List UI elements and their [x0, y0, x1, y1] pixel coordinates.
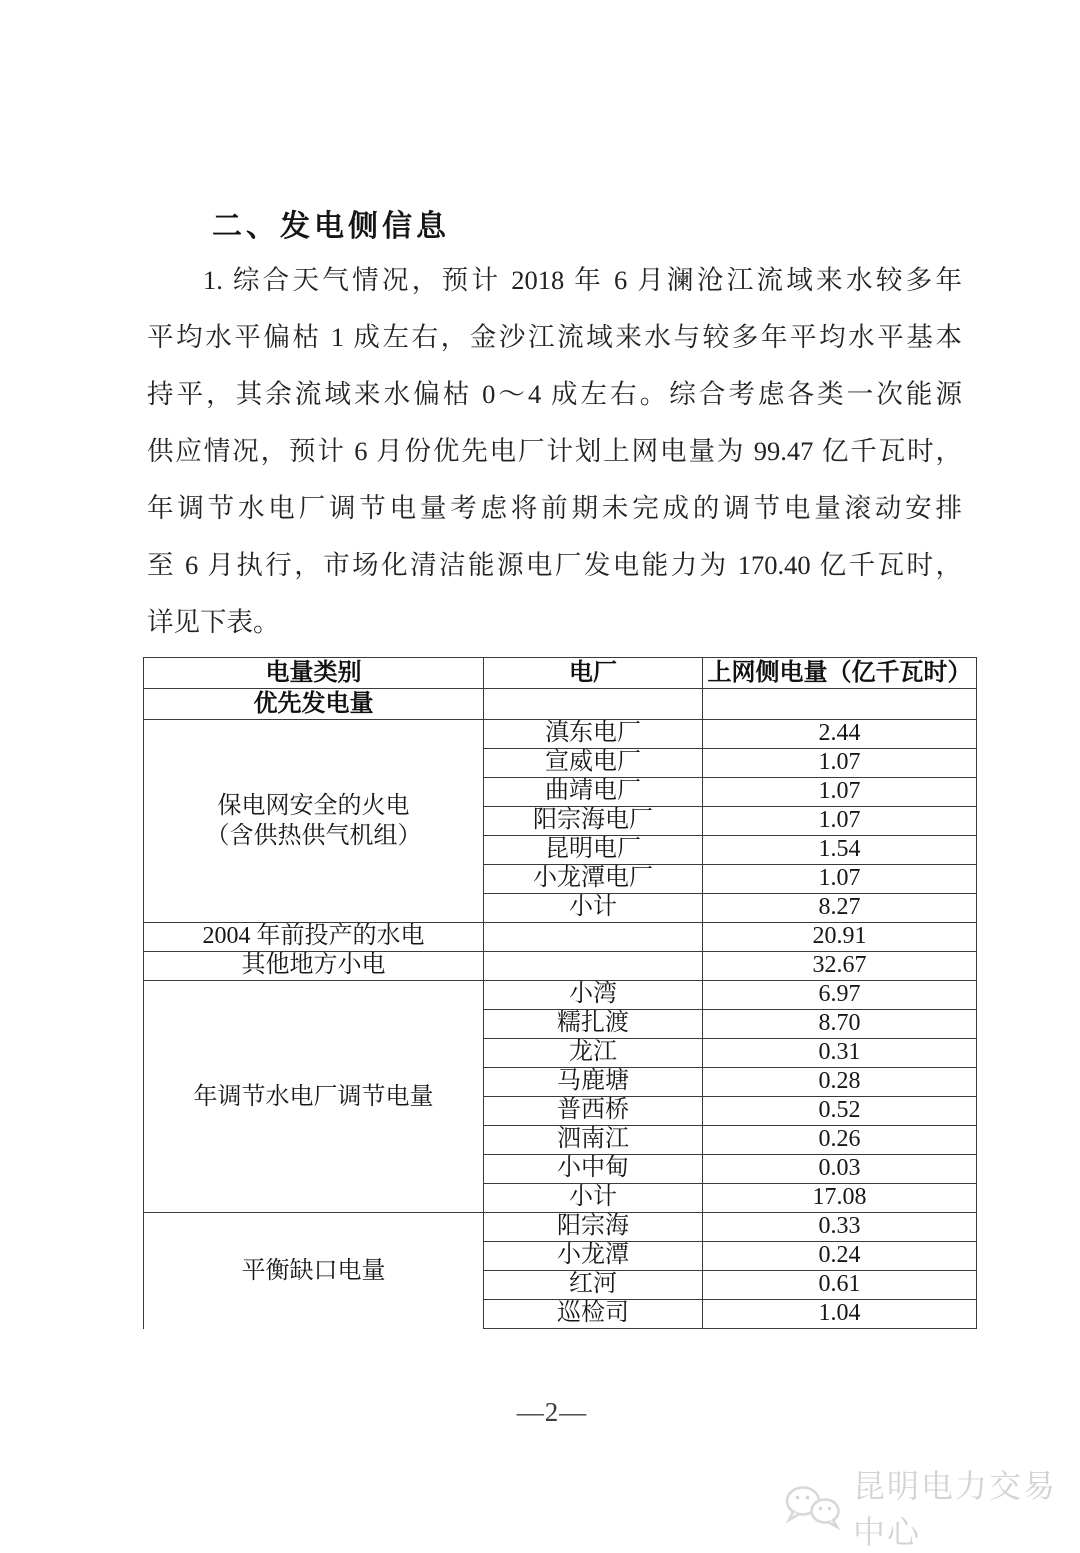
- category-cell-pre2004: 2004 年前投产的水电: [144, 923, 484, 952]
- paragraph-line: 年调节水电厂调节电量考虑将前期未完成的调节电量滚动安排: [147, 493, 962, 523]
- category-cell-annual-hydro: 年调节水电厂调节电量: [144, 981, 484, 1213]
- value-cell: 8.27: [703, 894, 977, 923]
- value-cell: 0.24: [703, 1242, 977, 1271]
- plant-cell: 小计: [484, 894, 703, 923]
- plant-cell: 曲靖电厂: [484, 778, 703, 807]
- value-cell: 0.31: [703, 1039, 977, 1068]
- value-cell: 0.03: [703, 1155, 977, 1184]
- priority-label-cell: 优先发电量: [144, 689, 484, 720]
- page-number: —2—: [516, 1397, 588, 1427]
- value-cell: 1.54: [703, 836, 977, 865]
- value-cell: 1.07: [703, 778, 977, 807]
- value-cell: 8.70: [703, 1010, 977, 1039]
- paragraph-line: 持平，其余流域来水偏枯 0～4 成左右。综合考虑各类一次能源: [147, 379, 962, 409]
- header-plant: 电厂: [484, 658, 703, 689]
- plant-cell: 滇东电厂: [484, 720, 703, 749]
- value-cell: 0.52: [703, 1097, 977, 1126]
- value-cell: 0.61: [703, 1271, 977, 1300]
- category-note: （含供热供气机组）: [205, 823, 422, 849]
- plant-cell: 小湾: [484, 981, 703, 1010]
- wechat-icon: [783, 1482, 845, 1532]
- value-cell: 1.07: [703, 807, 977, 836]
- header-category: 电量类别: [144, 658, 484, 689]
- header-value: 上网侧电量（亿千瓦时）: [703, 658, 977, 689]
- plant-cell: 阳宗海: [484, 1213, 703, 1242]
- plant-cell: 红河: [484, 1271, 703, 1300]
- table-header-row: [144, 658, 977, 689]
- plant-cell: 糯扎渡: [484, 1010, 703, 1039]
- priority-row: [144, 689, 977, 720]
- paragraph-line: 供应情况，预计 6 月份优先电厂计划上网电量为 99.47 亿千瓦时，: [147, 436, 962, 466]
- plant-cell: 阳宗海电厂: [484, 807, 703, 836]
- section-heading: 二、发电侧信息: [212, 210, 450, 243]
- table-row: [144, 952, 977, 981]
- watermark: [783, 1461, 1080, 1553]
- table-row: [144, 720, 977, 749]
- paragraph-line: 1. 综合天气情况，预计 2018 年 6 月澜沧江流域来水较多年: [203, 265, 962, 295]
- value-cell: 1.07: [703, 865, 977, 894]
- value-cell: 1.07: [703, 749, 977, 778]
- plant-cell: 巡检司: [484, 1300, 703, 1329]
- plant-cell: 小计: [484, 1184, 703, 1213]
- plant-cell: 小龙潭: [484, 1242, 703, 1271]
- value-cell: 0.33: [703, 1213, 977, 1242]
- plant-cell: 小中甸: [484, 1155, 703, 1184]
- value-cell: 6.97: [703, 981, 977, 1010]
- generation-table: [143, 657, 977, 1329]
- plant-cell: 泗南江: [484, 1126, 703, 1155]
- value-cell: 1.04: [703, 1300, 977, 1329]
- empty-cell: [484, 689, 703, 720]
- value-cell: 2.44: [703, 720, 977, 749]
- plant-cell: 普西桥: [484, 1097, 703, 1126]
- category-cell-balance-gap: 平衡缺口电量: [144, 1213, 484, 1329]
- paragraph-line: 至 6 月执行，市场化清洁能源电厂发电能力为 170.40 亿千瓦时，: [147, 550, 962, 580]
- plant-cell: 马鹿塘: [484, 1068, 703, 1097]
- value-cell: 32.67: [703, 952, 977, 981]
- empty-cell: [703, 689, 977, 720]
- plant-cell: 龙江: [484, 1039, 703, 1068]
- value-cell: 20.91: [703, 923, 977, 952]
- table-row: [144, 1213, 977, 1242]
- empty-cell: [484, 952, 703, 981]
- value-cell: 17.08: [703, 1184, 977, 1213]
- value-cell: 0.28: [703, 1068, 977, 1097]
- category-label: 保电网安全的火电: [217, 793, 410, 819]
- category-cell-other-small: 其他地方小电: [144, 952, 484, 981]
- category-cell-thermal: [144, 720, 484, 923]
- value-cell: 0.26: [703, 1126, 977, 1155]
- intro-paragraph: [147, 252, 962, 651]
- plant-cell: 宣威电厂: [484, 749, 703, 778]
- paragraph-line: 详见下表。: [147, 607, 280, 637]
- paragraph-line: 平均水平偏枯 1 成左右，金沙江流域来水与较多年平均水平基本: [147, 322, 962, 352]
- table-row: [144, 923, 977, 952]
- table-row: [144, 981, 977, 1010]
- plant-cell: 小龙潭电厂: [484, 865, 703, 894]
- plant-cell: 昆明电厂: [484, 836, 703, 865]
- empty-cell: [484, 923, 703, 952]
- watermark-text: 昆明电力交易中心: [853, 1468, 1058, 1550]
